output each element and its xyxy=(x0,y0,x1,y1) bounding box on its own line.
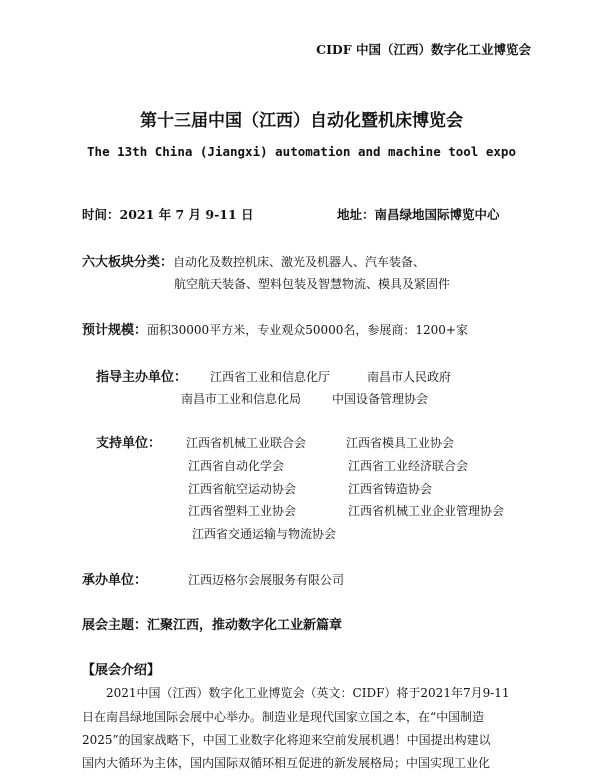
address-row xyxy=(337,205,500,223)
organizers-label: 指导主办单位： xyxy=(96,370,188,385)
supporter-item: 江西省机械工业联合会 xyxy=(186,436,307,450)
sections-label: 六大板块分类： xyxy=(82,255,174,270)
time-label: 时间： xyxy=(82,207,120,222)
scale-label: 预计规模： xyxy=(82,323,148,338)
sections-line2: 航空航天装备、塑料包装及智慧物流、模具及紧固件 xyxy=(174,277,451,291)
header-expo-name: CIDF 中国（江西）数字化工业博览会 xyxy=(316,42,531,57)
page-subtitle-en: The 13th China (Jiangxi) automation and machine tool expo xyxy=(87,144,516,159)
supporter-item: 江西省交通运输与物流协会 xyxy=(192,527,337,541)
undertaker-label: 承办单位： xyxy=(82,573,148,588)
supporters-label: 支持单位： xyxy=(96,436,162,451)
intro-heading: 【展会介绍】 xyxy=(82,663,161,678)
sections-row xyxy=(82,251,425,270)
address-label: 地址： xyxy=(337,207,375,222)
intro-line: 2021中国（江西）数字化工业博览会（英文：CIDF）将于2021年7月9-11 xyxy=(106,686,510,700)
theme-label: 展会主题： xyxy=(82,618,148,633)
supporter-item: 江西省铸造协会 xyxy=(348,482,433,496)
organizer-item: 江西省工业和信息化厅 xyxy=(210,370,331,384)
scale-value: 面积30000平方米，专业观众50000名，参展商：1200+家 xyxy=(147,323,468,337)
time-row xyxy=(82,205,254,223)
theme-row xyxy=(82,614,342,633)
intro-line: 2025”的国家战略下，中国工业数字化将迎来空前发展机遇！中国提出构建以 xyxy=(82,733,491,747)
supporter-item: 江西省模具工业协会 xyxy=(346,436,455,450)
undertaker-value: 江西迈格尔会展服务有限公司 xyxy=(188,573,345,587)
intro-line: 国内大循环为主体，国内国际双循环相互促进的新发展格局；中国实现工业化 xyxy=(82,756,491,770)
intro-line: 日在南昌绿地国际会展中心举办。制造业是现代国家立国之本，在“中国制造 xyxy=(82,710,485,724)
address-value: 南昌绿地国际博览中心 xyxy=(374,207,500,222)
organizer-item: 南昌市工业和信息化局 xyxy=(181,392,302,406)
page-title: 第十三届中国（江西）自动化暨机床博览会 xyxy=(140,111,463,131)
supporter-item: 江西省机械工业企业管理协会 xyxy=(348,504,505,518)
supporter-item: 江西省塑料工业协会 xyxy=(188,504,297,518)
theme-value: 汇聚江西，推动数字化工业新篇章 xyxy=(147,618,343,633)
sections-line1: 自动化及数控机床、激光及机器人、汽车装备、 xyxy=(173,255,426,269)
supporter-item: 江西省航空运动协会 xyxy=(188,482,297,496)
organizer-item: 南昌市人民政府 xyxy=(367,370,452,384)
supporter-item: 江西省自动化学会 xyxy=(188,459,285,473)
time-value: 2021 年 7 月 9-11 日 xyxy=(119,207,254,222)
scale-row xyxy=(82,319,468,338)
organizer-item: 中国设备管理协会 xyxy=(332,392,429,406)
supporter-item: 江西省工业经济联合会 xyxy=(348,459,469,473)
